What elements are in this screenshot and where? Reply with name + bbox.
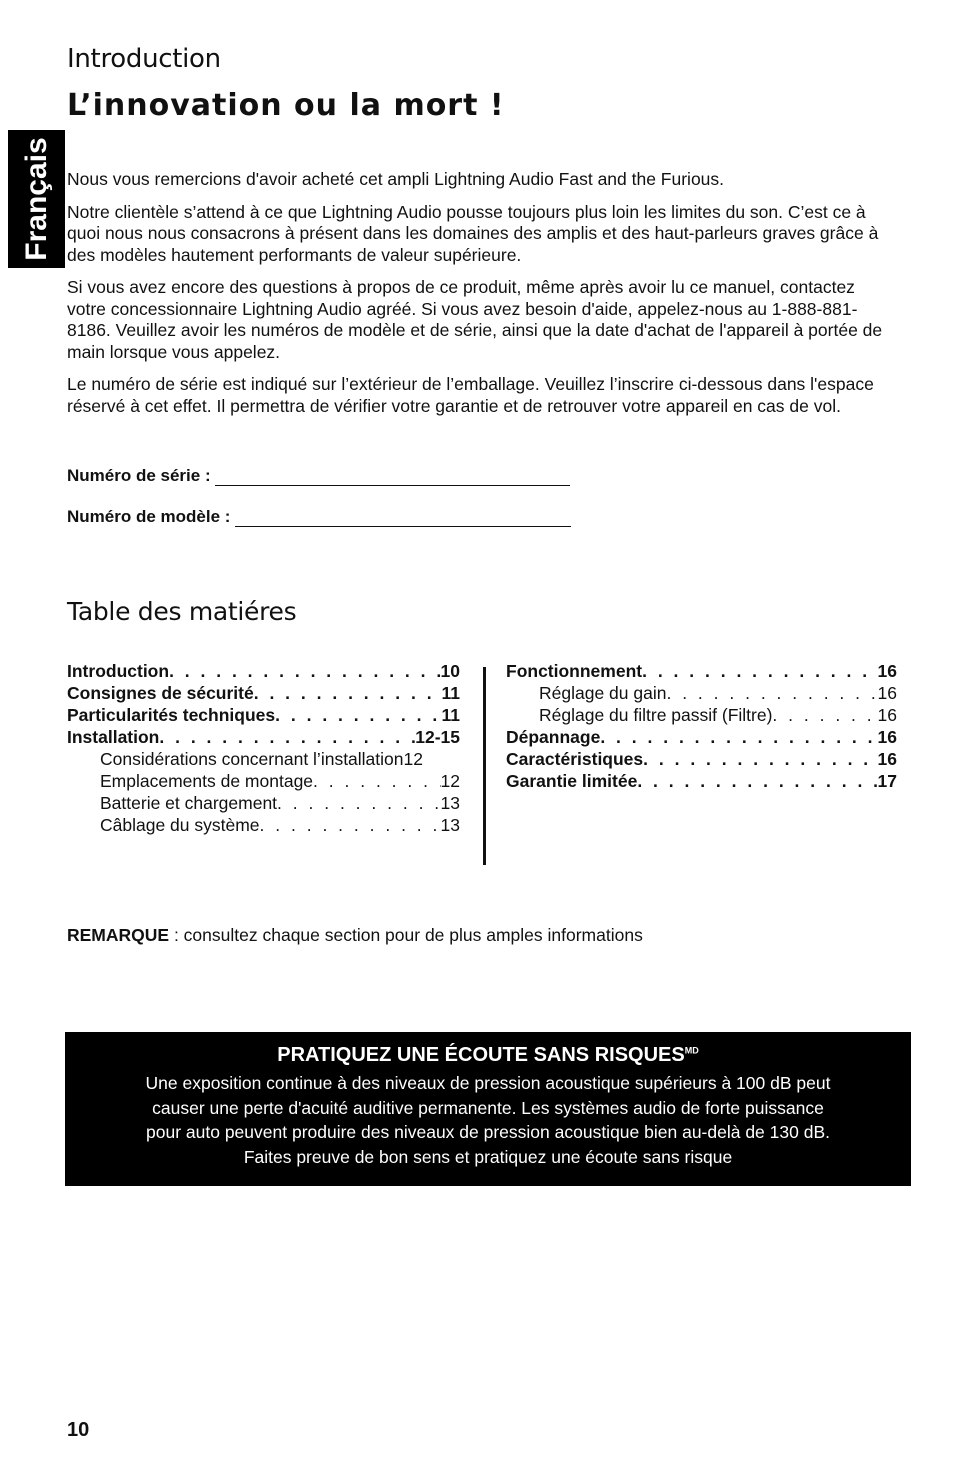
- safety-warning-title: PRATIQUEZ UNE ÉCOUTE SANS $RISQUES^{MD}$: [277, 1044, 699, 1066]
- remark-label: REMARQUE: [67, 925, 170, 945]
- model-number-field: [67, 507, 571, 527]
- toc-title: Table des matiéres: [67, 597, 297, 626]
- model-number-label: Numéro de modèle :: [67, 507, 231, 526]
- remark-text: : consultez chaque section pour de plus amples informations: [169, 925, 643, 945]
- intro-paragraph: Si vous avez encore des questions à propos de ce produit, même après avoir lu ce manuel, contactez votre concessionnaire Lightning Audio agréé. Si vous avez besoin d'aide, appelez-nous au 1-888-881-8186. Veuillez avoir les numéros de modèle et de série, ainsi que la date d'achat de l'appareil à portée de main lorsque vous appelez.: [67, 277, 883, 362]
- toc-entry[interactable]: Consignes de sécurité . . . 11: [67, 682, 460, 704]
- toc-entry[interactable]: Dépannage . . . 16: [506, 726, 897, 748]
- toc-entry[interactable]: Garantie limitée . . . 17: [506, 770, 897, 792]
- serial-number-field: [67, 466, 570, 486]
- safety-warning-line: Une exposition continue à des niveaux de pression acoustique supérieurs à 100 dB peut: [145, 1073, 831, 1093]
- intro-body: [67, 169, 897, 428]
- trademark-mark: MD: [684, 1045, 699, 1056]
- intro-paragraph: Notre clientèle s’attend à ce que Lightning Audio pousse toujours plus loin les limites du son. C’est ce à quoi nous nous consacrons à présent dans les domaines des amplis et des haut-parleurs graves grâce à des modèles hautement performants de valeur supérieure.: [67, 201, 879, 265]
- language-tab-label: Français: [19, 137, 53, 261]
- remark-note: [67, 925, 643, 946]
- safety-warning-line: pour auto peuvent produire des niveaux de pression acoustique bien au-delà de 130 dB.: [146, 1122, 830, 1142]
- toc-subentry[interactable]: Emplacements de montage . . . 12: [67, 770, 460, 792]
- intro-paragraph: Nous vous remercions d'avoir acheté cet ampli Lightning Audio Fast and the Furious.: [67, 169, 725, 189]
- model-number-line: [235, 508, 571, 527]
- toc-entry[interactable]: Particularités techniques . . . 11: [67, 704, 460, 726]
- serial-number-label: Numéro de série :: [67, 466, 211, 485]
- safety-warning-box: [65, 1032, 911, 1186]
- page-title: L’innovation ou la mort !: [67, 88, 505, 123]
- section-label: Introduction: [67, 44, 221, 74]
- toc-subentry[interactable]: Câblage du système . . . 13: [67, 814, 460, 836]
- toc-subentry[interactable]: Considérations concernant l’installation 12: [100, 749, 423, 769]
- toc-entry[interactable]: Installation . . . 12-15: [67, 726, 460, 748]
- language-tab: [8, 130, 65, 268]
- page-number: 10: [67, 1419, 90, 1441]
- toc-subentry[interactable]: Réglage du gain . . . 16: [506, 682, 897, 704]
- toc-entry[interactable]: Introduction . . . 10: [67, 660, 460, 682]
- toc-left-column: [67, 660, 460, 836]
- serial-number-line: [215, 467, 570, 486]
- safety-warning-text: [65, 1071, 911, 1169]
- toc-right-column: [506, 660, 897, 792]
- toc-subentry[interactable]: Réglage du filtre passif (Filtre) . . . 16: [506, 704, 897, 726]
- toc-subentry[interactable]: Batterie et chargement . . . 13: [67, 792, 460, 814]
- toc-divider: [483, 667, 486, 865]
- toc-entry[interactable]: Fonctionnement . . . 16: [506, 660, 897, 682]
- safety-warning-line: Faites preuve de bon sens et pratiquez une écoute sans risque: [243, 1146, 733, 1167]
- toc-entry[interactable]: Caractéristiques . . . 16: [506, 748, 897, 770]
- intro-paragraph: Le numéro de série est indiqué sur l’extérieur de l’emballage. Veuillez l’inscrire ci-dessous dans l'espace réservé à cet effet. Il permettra de vérifier votre garantie et de retrouver votre appareil en cas de vol.: [67, 374, 874, 416]
- safety-warning-line: causer une perte d'acuité auditive permanente. Les systèmes audio de forte puissance: [152, 1097, 824, 1118]
